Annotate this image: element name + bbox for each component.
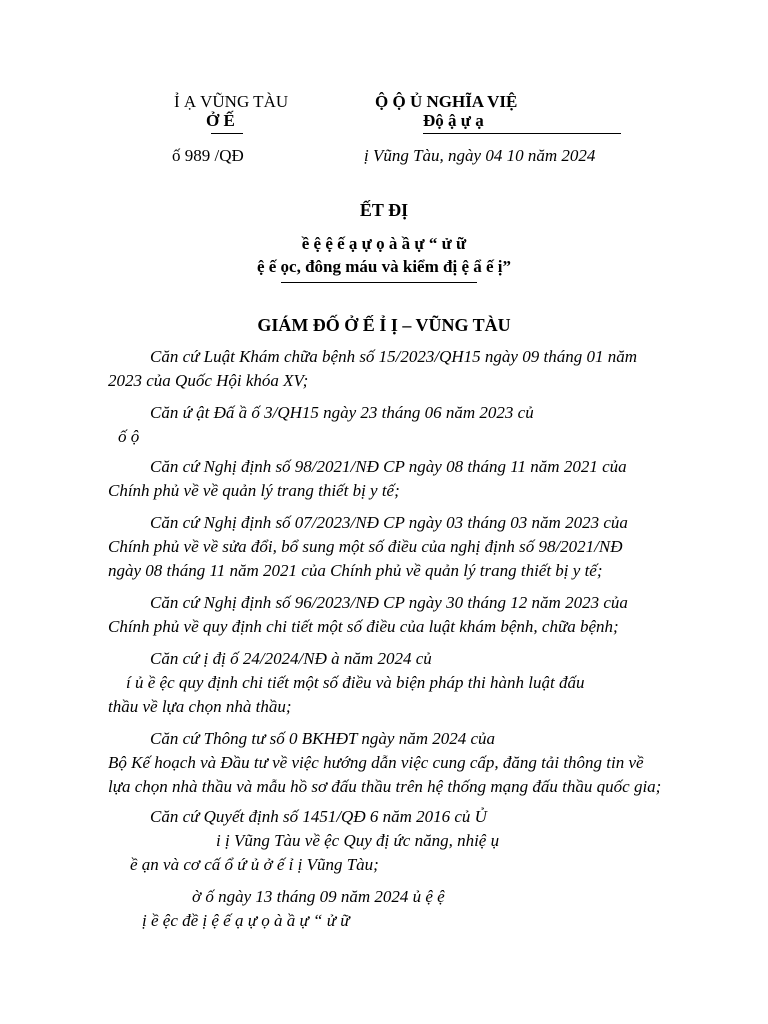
legal-basis-7: Căn cứ Thông tư số 0 BKHĐT ngày năm 2024 của Bộ Kế hoạch và Đầu tư về việc hướng dẫn việc cung cấp, đăng tải thông tin về lựa chọn nhà thầu và mẫu hồ sơ đấu thầu trên hệ thống mạng đấu thầu quốc gia;	[108, 729, 662, 796]
national-slogan: Độ ậ ự ạ	[423, 111, 484, 130]
document-number: ố 989 /QĐ	[172, 146, 244, 165]
document-title: ẾT ĐỊ	[359, 200, 409, 220]
legal-basis-8: Căn cứ Quyết định số 1451/QĐ 6 năm 2016 củ Ủ i ị Vũng Tàu về ệc Quy đị ức năng, nhiệ ụ ề ạn và cơ cấ ổ ứ ủ ở ế ỉ ị Vũng Tàu;	[130, 807, 500, 874]
legal-basis-2: Căn ứ ật Đấ ầ ố 3/QH15 ngày 23 tháng 06 năm 2023 củ ố ộ	[118, 403, 534, 446]
agency-name: Ỉ Ạ VŨNG TÀU	[174, 92, 289, 111]
agency-department: Ở Ế	[206, 111, 235, 130]
issuing-authority: GIÁM ĐỐ Ở Ế Ỉ Ị – VŨNG TÀU	[257, 315, 511, 335]
place-and-date: ị Vũng Tàu, ngày 04 10 năm 2024	[364, 146, 596, 165]
national-motto: Ộ Ộ Ủ NGHĨA VIỆ	[375, 92, 518, 111]
document-subtitle-line2: ệ ế ọc, đông máu và kiểm đị ệ ẩ ế ị”	[256, 257, 512, 276]
legal-basis-3: Căn cứ Nghị định số 98/2021/NĐ CP ngày 08 tháng 11 năm 2021 của Chính phủ về về quản lý trang thiết bị y tế;	[108, 457, 627, 500]
title-underline	[281, 282, 477, 283]
slogan-underline	[423, 133, 621, 134]
legal-basis-5: Căn cứ Nghị định số 96/2023/NĐ CP ngày 30 tháng 12 năm 2023 của Chính phủ về quy định chi tiết một số điều của luật khám bệnh, chữa bệnh;	[108, 593, 628, 636]
legal-basis-9: ờ ố ngày 13 tháng 09 năm 2024 ủ ệ ệ ị ề ệc đề ị ệ ế ạ ự ọ à ầ ự “ ử ữ	[142, 887, 445, 930]
legal-basis-1: Căn cứ Luật Khám chữa bệnh số 15/2023/QH15 ngày 09 tháng 01 năm 2023 của Quốc Hội khóa XV;	[108, 347, 637, 390]
legal-basis-6: Căn cứ ị đị ố 24/2024/NĐ à năm 2024 củ í ủ ề ệc quy định chi tiết một số điều và biện pháp thi hành luật đấu thầu về lựa chọn nhà thầu;	[108, 649, 585, 716]
legal-basis-4: Căn cứ Nghị định số 07/2023/NĐ CP ngày 03 tháng 03 năm 2023 của Chính phủ về về sửa đổi, bổ sung một số điều của nghị định số 98/2021/NĐ ngày 08 tháng 11 năm 2021 của Chính phủ về quản lý trang thiết bị y tế;	[108, 513, 628, 580]
document-subtitle-line1: ề ệ ệ ế ạ ự ọ à ầ ự “ ử ữ	[301, 234, 467, 253]
agency-underline	[211, 133, 243, 134]
